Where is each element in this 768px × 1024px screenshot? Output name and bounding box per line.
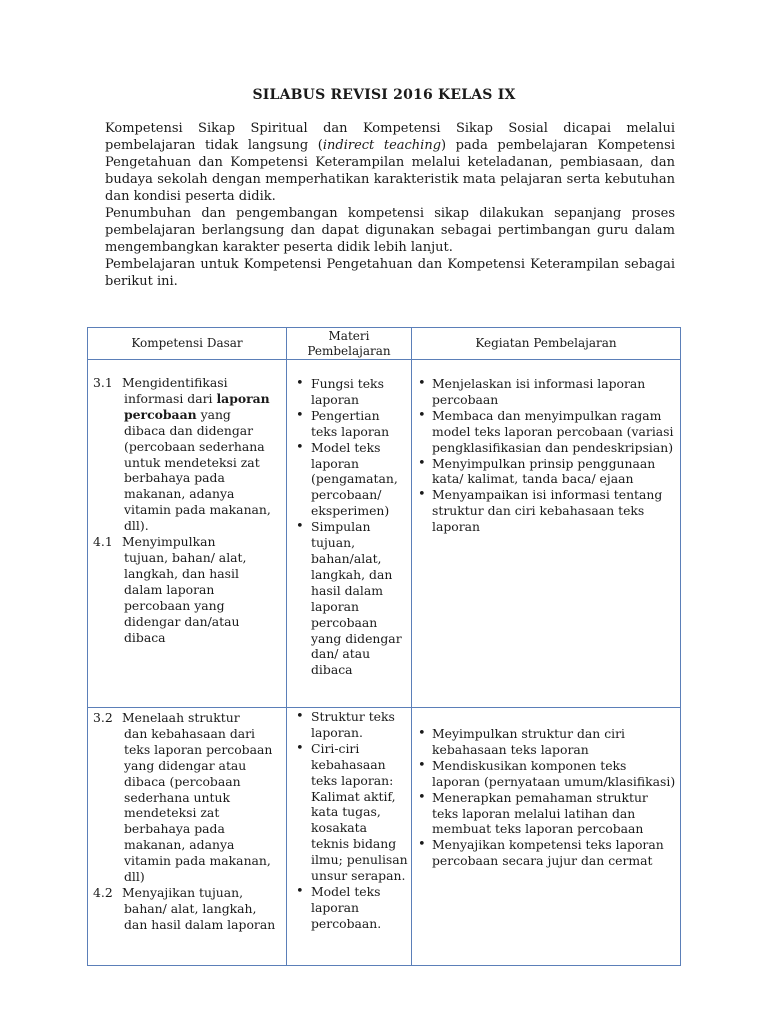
- kd-text-rest: dan kebahasaan dari teks laporan percobaan yang didengar atau dibaca (percobaan sederhana untuk mendeteksi zat berbahaya pada makanan, adanya vitamin pada makanan, dll): [124, 725, 273, 885]
- kd-number: 3.1: [93, 375, 113, 390]
- list-item: • Pengertian teks laporan: [291, 408, 409, 440]
- kd-first-line: Menelaah struktur: [122, 710, 240, 725]
- list-item: • Fungsi teks laporan: [291, 376, 409, 408]
- list-item: • Simpulan tujuan, bahan/alat, langkah, dan hasil dalam laporan percobaan yang didengar dan/ atau dibaca: [291, 519, 409, 678]
- intro-p1-italic: indirect teaching: [322, 138, 442, 153]
- intro-p1-before: Kompetensi Sikap Spiritual dan Kompetensi Sikap Sosial dicapai melalui pembelajaran tidak langsung (: [105, 121, 675, 153]
- table-row: [88, 708, 681, 966]
- kd-text-rest: bahan/ alat, langkah, dan hasil dalam laporan: [124, 900, 276, 932]
- intro-text: [105, 120, 675, 290]
- list-item: • Struktur teks laporan.: [291, 709, 409, 741]
- header-materi-line1: Materi: [328, 328, 370, 343]
- kd-number: 4.1: [93, 534, 113, 550]
- kd-cell: [88, 360, 287, 708]
- kd-text: [124, 534, 282, 645]
- header-kompetensi-dasar: Kompetensi Dasar: [88, 328, 287, 360]
- kd-item-3-2: [93, 710, 282, 885]
- kd-item-4-2: [93, 885, 282, 933]
- materi-cell: [287, 708, 412, 966]
- syllabus-table: [87, 327, 681, 966]
- kegiatan-cell: [412, 708, 681, 966]
- list-item: • Ciri-ciri kebahasaan teks laporan: Kalimat aktif, kata tugas, kosakata teknis bidang ilmu; penulisan unsur serapan.: [291, 741, 409, 884]
- kd-text-post: yang dibaca dan didengar (percobaan sederhana untuk mendeteksi zat berbahaya pada makanan, adanya vitamin pada makanan, dll).: [124, 406, 271, 534]
- kd-text-rest: tujuan, bahan/ alat, langkah, dan hasil dalam laporan percobaan yang didengar dan/atau dibaca: [124, 549, 247, 645]
- materi-list: [291, 709, 409, 932]
- kd-number: 3.2: [93, 710, 113, 725]
- header-materi-line2: Pembelajaran: [307, 343, 391, 358]
- list-item: • Mendiskusikan komponen teks laporan (pernyataan umum/klasifikasi): [416, 758, 676, 790]
- kd-text: [124, 710, 282, 885]
- intro-paragraph-2: Penumbuhan dan pengembangan kompetensi sikap dilakukan sepanjang proses pembelajaran berlangsung dan dapat digunakan sebagai pertimbangan guru dalam mengembangkan karakter peserta didik lebih lanjut.: [105, 206, 675, 255]
- intro-paragraph-3: Pembelajaran untuk Kompetensi Pengetahuan dan Kompetensi Keterampilan sebagai berikut ini.: [105, 257, 675, 289]
- kd-cell: [88, 708, 287, 966]
- kd-first-line: Mengidentifikasi: [122, 375, 228, 390]
- list-item: • Membaca dan menyimpulkan ragam model teks laporan percobaan (variasi pengklasifikasian dan pendeskripsian): [416, 408, 676, 456]
- table-header-row: [88, 328, 681, 360]
- kd-item-4-1: [93, 534, 282, 645]
- kd-text: [124, 885, 282, 933]
- list-item: • Model teks laporan (pengamatan, percobaan/ eksperimen): [291, 440, 409, 520]
- kd-first-line: Menyimpulkan: [122, 534, 216, 550]
- kegiatan-list: [416, 376, 676, 535]
- kd-text: [124, 375, 282, 534]
- list-item: • Menyampaikan isi informasi tentang struktur dan ciri kebahasaan teks laporan: [416, 487, 676, 535]
- intro-paragraph-1: [105, 120, 675, 205]
- intro-p1-after: ) pada pembelajaran Kompetensi Pengetahuan dan Kompetensi Keterampilan melalui keteladanan, pembiasaan, dan budaya sekolah dengan memperhatikan karakteristik mata pelajaran serta kebutuhan dan kondisi peserta didik.: [105, 138, 675, 204]
- page-title: SILABUS REVISI 2016 KELAS IX: [252, 87, 516, 103]
- kegiatan-list: [416, 726, 676, 869]
- kegiatan-cell: [412, 360, 681, 708]
- list-item: • Menyimpulkan prinsip penggunaan kata/ kalimat, tanda baca/ ejaan: [416, 456, 676, 488]
- kd-item-3-1: [93, 375, 282, 534]
- materi-cell: [287, 360, 412, 708]
- list-item: • Menjelaskan isi informasi laporan percobaan: [416, 376, 676, 408]
- kd-number: 4.2: [93, 884, 113, 900]
- header-materi-pembelajaran: [287, 328, 412, 360]
- list-item: • Menerapkan pemahaman struktur teks laporan melalui latihan dan membuat teks laporan percobaan: [416, 790, 676, 838]
- kd-text-pre: informasi dari: [124, 390, 217, 406]
- list-item: • Meyimpulkan struktur dan ciri kebahasaan teks laporan: [416, 726, 676, 758]
- list-item: • Model teks laporan percobaan.: [291, 884, 409, 932]
- header-kegiatan-pembelajaran: Kegiatan Pembelajaran: [412, 328, 681, 360]
- kd-text-bold: laporan percobaan: [124, 390, 270, 422]
- table-row: [88, 360, 681, 708]
- materi-list: [291, 376, 409, 678]
- list-item: • Menyajikan kompetensi teks laporan percobaan secara jujur dan cermat: [416, 837, 676, 869]
- kd-first-line: Menyajikan tujuan,: [122, 884, 244, 900]
